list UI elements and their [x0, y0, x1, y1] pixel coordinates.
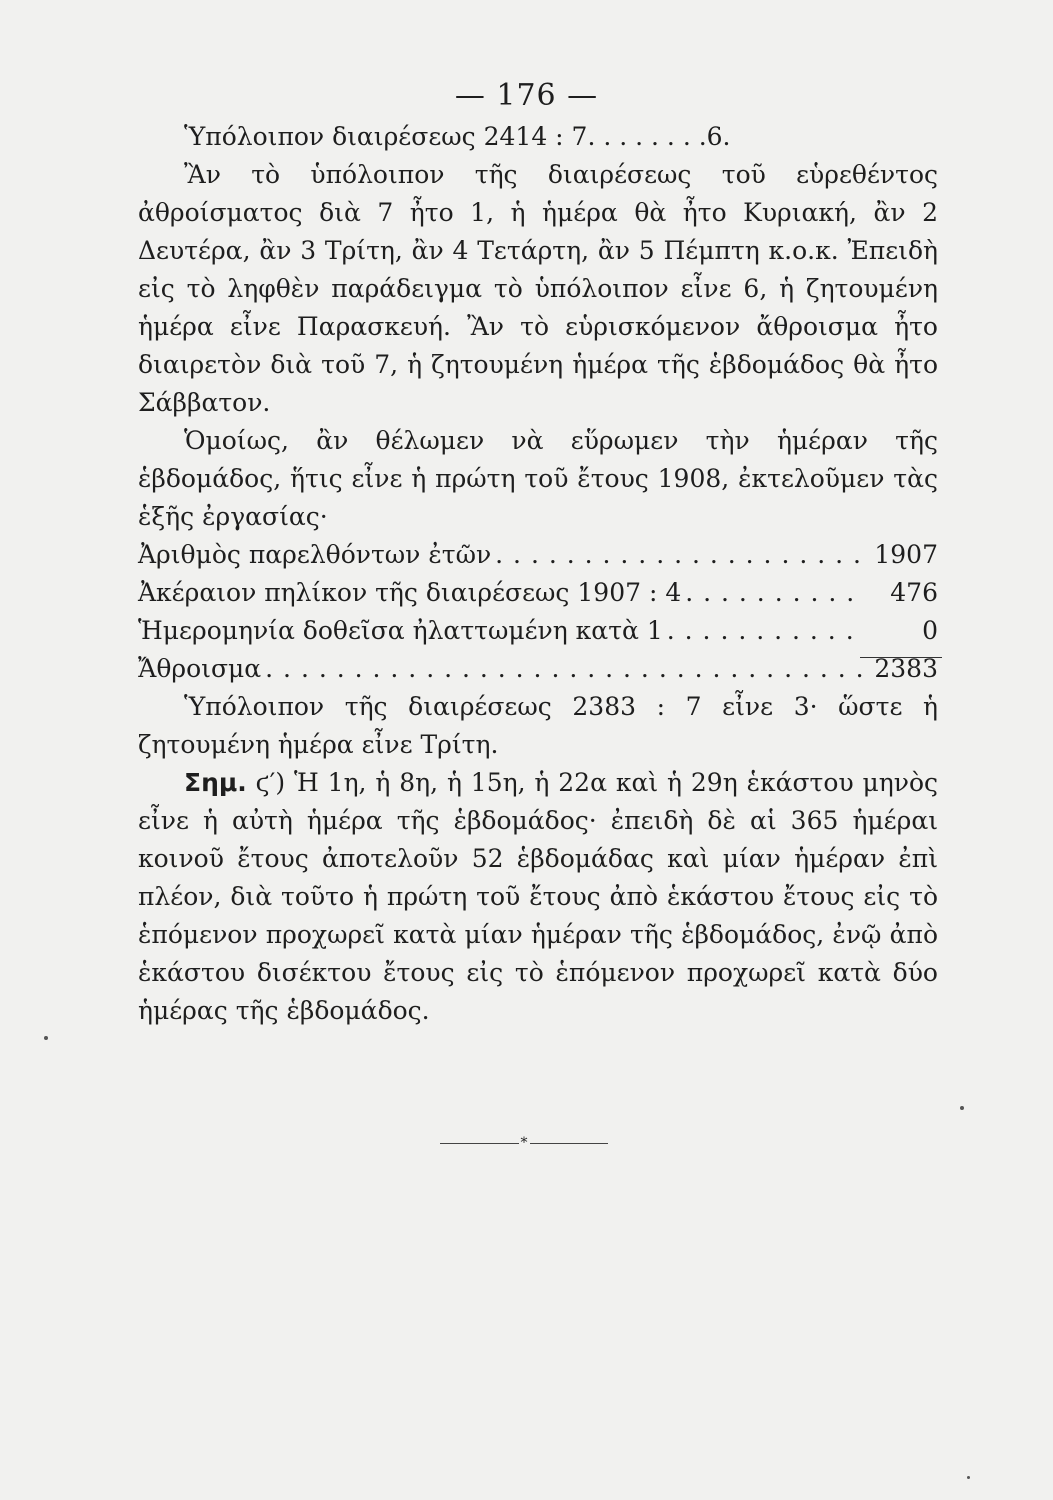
scan-speck: [44, 1036, 48, 1040]
dot-leader: [685, 574, 864, 612]
paragraph-example-1908: Ὁμοίως, ἂν θέλωμεν νὰ εὕρωμεν τὴν ἡμέραν τῆς ἑβδομάδος, ἥτις εἶνε ἡ πρώτη τοῦ ἔτους 1908, ἐκτελοῦμεν τὰς ἑξῆς ἐργασίας·: [138, 426, 938, 531]
calc-row-years: [138, 536, 938, 574]
dot-leader: [667, 612, 864, 650]
calc-value: 476: [890, 578, 938, 607]
calc-row-sum: [138, 650, 938, 688]
calc-label: Ἡμερομηνία δοθεῖσα ἠλαττωμένη κατὰ 1: [138, 616, 663, 645]
page-body: [138, 118, 938, 1030]
paragraph-explanation: Ἂν τὸ ὑπόλοιπον τῆς διαιρέσεως τοῦ εὑρεθέντος ἀθροίσματος διὰ 7 ἦτο 1, ἡ ἡμέρα θὰ ἦτο Κυριακή, ἂν 2 Δευτέρα, ἂν 3 Τρίτη, ἂν 4 Τετάρτη, ἂν 5 Πέμπτη κ.ο.κ. Ἐπειδὴ εἰς τὸ ληφθὲν παράδειγμα τὸ ὑπόλοιπον εἶνε 6, ἡ ζητουμένη ἡμέρα εἶνε Παρασκευή. Ἂν τὸ εὑρισκόμενον ἄθροισμα ἦτο διαιρετὸν διὰ τοῦ 7, ἡ ζητουμένη ἡμέρα τῆς ἑβδομάδος θὰ ἦτο Σάββατον.: [138, 160, 938, 417]
note-text: ϛ′) Ἡ 1η, ἡ 8η, ἡ 15η, ἡ 22α καὶ ἡ 29η ἑκάστου μηνὸς εἶνε ἡ αὐτὴ ἡμέρα τῆς ἑβδομάδος· ἐπειδὴ δὲ αἱ 365 ἡμέραι κοινοῦ ἔτους ἀποτελοῦν 52 ἑβδομάδας καὶ μίαν ἡμέραν ἐπὶ πλέον, διὰ τοῦτο ἡ πρώτη τοῦ ἔτους ἀπὸ ἑκάστου ἔτους εἰς τὸ ἑπόμενον προχωρεῖ κατὰ μίαν ἡμέραν τῆς ἑβδομάδος, ἐνῷ ἀπὸ ἑκάστου δισέκτου ἔτους εἰς τὸ ἑπόμενον προχωρεῖ κατὰ δύο ἡμέρας τῆς ἑβδομάδος.: [138, 768, 938, 1025]
calc-value: 1907: [874, 540, 938, 569]
separator-line-left: [440, 1143, 519, 1144]
section-separator: [440, 1135, 608, 1151]
note-label: Σημ.: [184, 768, 247, 797]
calc-row-quotient: [138, 574, 938, 612]
paragraph-note: [138, 764, 938, 1030]
calc-label: Ἀκέραιον πηλίκον τῆς διαιρέσεως 1907 : 4: [138, 578, 682, 607]
calc-label: Ἄθροισμα: [138, 654, 262, 683]
calc-label: Ἀριθμὸς παρελθόντων ἐτῶν: [138, 540, 492, 569]
paragraph-remainder: Ὑπόλοιπον διαιρέσεως 2414 : 7. . . . . . . .6.: [184, 122, 731, 151]
dot-leader: [265, 650, 864, 688]
page-number: — 176 —: [454, 78, 599, 113]
calc-row-date: [138, 612, 938, 650]
scan-speck: [967, 1476, 970, 1479]
separator-mark: *: [520, 1135, 528, 1151]
calc-value: 0: [868, 612, 938, 650]
calc-value: 2383: [874, 654, 938, 683]
calculation-table: [138, 536, 938, 688]
paragraph-result: Ὑπόλοιπον τῆς διαιρέσεως 2383 : 7 εἶνε 3· ὥστε ἡ ζητουμένη ἡμέρα εἶνε Τρίτη.: [138, 692, 938, 759]
separator-line-right: [530, 1143, 609, 1144]
scan-speck: [960, 1106, 964, 1110]
dot-leader: [495, 536, 864, 574]
